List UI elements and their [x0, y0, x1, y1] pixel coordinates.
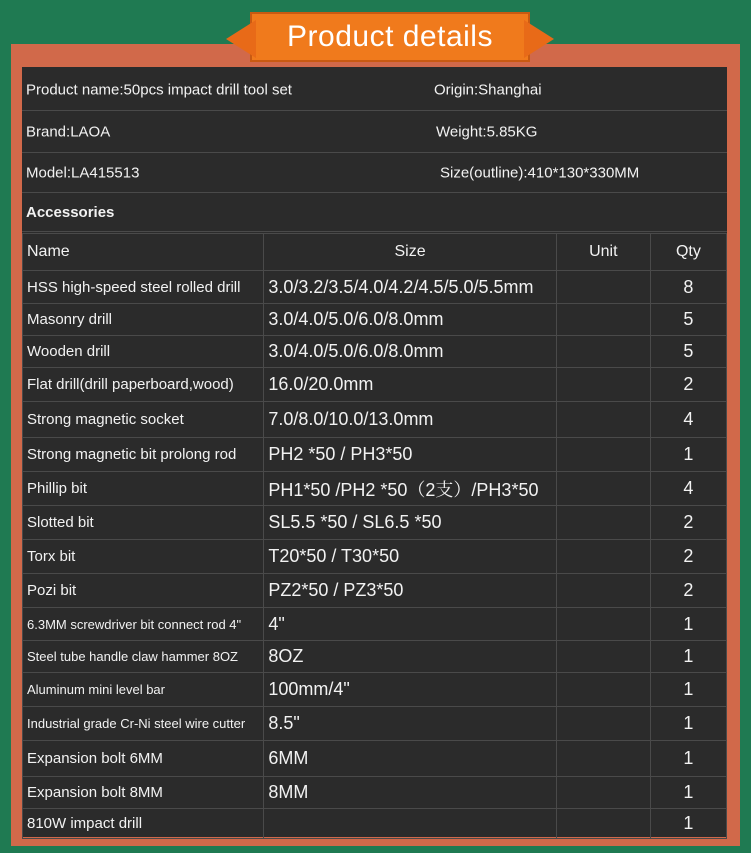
item-unit — [556, 402, 650, 438]
table-row — [23, 608, 727, 641]
item-name: Phillip bit — [23, 472, 264, 506]
item-name: Steel tube handle claw hammer 8OZ — [23, 641, 264, 673]
item-qty: 1 — [650, 673, 726, 707]
table-row — [23, 506, 727, 540]
brand: Brand:LAOA — [26, 123, 111, 140]
item-name: Aluminum mini level bar — [23, 673, 264, 707]
item-size: 3.0/3.2/3.5/4.0/4.2/4.5/5.0/5.5mm — [264, 271, 556, 304]
item-size: 16.0/20.0mm — [264, 368, 556, 402]
item-qty: 8 — [650, 271, 726, 304]
info-row-model-size — [22, 153, 727, 193]
item-name: Wooden drill — [23, 336, 264, 368]
item-name: 810W impact drill — [23, 809, 264, 839]
item-qty: 5 — [650, 336, 726, 368]
item-size: 8MM — [264, 777, 556, 809]
item-unit — [556, 368, 650, 402]
item-unit — [556, 707, 650, 741]
table-row — [23, 673, 727, 707]
item-size: 7.0/8.0/10.0/13.0mm — [264, 402, 556, 438]
item-name: HSS high-speed steel rolled drill — [23, 271, 264, 304]
item-name: Strong magnetic socket — [23, 402, 264, 438]
item-unit — [556, 472, 650, 506]
outline-size: Size(outline):410*130*330MM — [440, 164, 640, 181]
item-name: Industrial grade Cr-Ni steel wire cutter — [23, 707, 264, 741]
header-size: Size — [264, 234, 556, 271]
info-row-name-origin — [22, 69, 727, 111]
item-unit — [556, 540, 650, 574]
table-row — [23, 741, 727, 777]
item-qty: 1 — [650, 641, 726, 673]
item-size: T20*50 / T30*50 — [264, 540, 556, 574]
item-unit — [556, 673, 650, 707]
item-size: 4" — [264, 608, 556, 641]
product-name: Product name:50pcs impact drill tool set — [26, 81, 292, 98]
item-qty: 1 — [650, 707, 726, 741]
table-row — [23, 368, 727, 402]
accessories-label: Accessories — [26, 204, 115, 221]
header-qty: Qty — [650, 234, 726, 271]
item-size: 3.0/4.0/5.0/6.0/8.0mm — [264, 304, 556, 336]
item-qty: 1 — [650, 777, 726, 809]
item-name: 6.3MM screwdriver bit connect rod 4" — [23, 608, 264, 641]
item-unit — [556, 574, 650, 608]
item-name: Pozi bit — [23, 574, 264, 608]
info-row-brand-weight — [22, 111, 727, 153]
item-size: 8OZ — [264, 641, 556, 673]
item-unit — [556, 608, 650, 641]
item-size: 8.5" — [264, 707, 556, 741]
item-name: Strong magnetic bit prolong rod — [23, 438, 264, 472]
table-row — [23, 438, 727, 472]
table-row — [23, 641, 727, 673]
table-row — [23, 402, 727, 438]
item-size: PZ2*50 / PZ3*50 — [264, 574, 556, 608]
item-size: PH2 *50 / PH3*50 — [264, 438, 556, 472]
header-name: Name — [23, 234, 264, 271]
item-size — [264, 809, 556, 839]
table-row — [23, 304, 727, 336]
item-unit — [556, 641, 650, 673]
item-size: PH1*50 /PH2 *50（2支）/PH3*50 — [264, 472, 556, 506]
table-row — [23, 472, 727, 506]
table-row — [23, 707, 727, 741]
title-banner — [250, 12, 530, 62]
header-unit: Unit — [556, 234, 650, 271]
origin: Origin:Shanghai — [434, 81, 542, 98]
item-size: 3.0/4.0/5.0/6.0/8.0mm — [264, 336, 556, 368]
weight: Weight:5.85KG — [436, 123, 538, 140]
table-header-row — [23, 234, 727, 271]
accessories-table — [22, 233, 727, 839]
table-row — [23, 271, 727, 304]
item-unit — [556, 336, 650, 368]
item-qty: 2 — [650, 574, 726, 608]
table-row — [23, 540, 727, 574]
item-unit — [556, 271, 650, 304]
item-size: 6MM — [264, 741, 556, 777]
item-qty: 2 — [650, 506, 726, 540]
item-unit — [556, 438, 650, 472]
item-unit — [556, 506, 650, 540]
item-qty: 1 — [650, 809, 726, 839]
page-title: Product details — [287, 20, 493, 53]
item-size: SL5.5 *50 / SL6.5 *50 — [264, 506, 556, 540]
item-qty: 1 — [650, 438, 726, 472]
item-name: Expansion bolt 8MM — [23, 777, 264, 809]
item-qty: 2 — [650, 368, 726, 402]
table-row — [23, 777, 727, 809]
item-unit — [556, 741, 650, 777]
item-unit — [556, 809, 650, 839]
item-name: Slotted bit — [23, 506, 264, 540]
item-qty: 1 — [650, 741, 726, 777]
table-row — [23, 574, 727, 608]
accessories-heading — [22, 193, 727, 232]
item-size: 100mm/4" — [264, 673, 556, 707]
item-qty: 2 — [650, 540, 726, 574]
item-name: Flat drill(drill paperboard,wood) — [23, 368, 264, 402]
item-qty: 1 — [650, 608, 726, 641]
item-name: Torx bit — [23, 540, 264, 574]
item-qty: 4 — [650, 402, 726, 438]
item-name: Expansion bolt 6MM — [23, 741, 264, 777]
item-qty: 4 — [650, 472, 726, 506]
table-row — [23, 336, 727, 368]
item-unit — [556, 304, 650, 336]
model: Model:LA415513 — [26, 164, 140, 181]
item-unit — [556, 777, 650, 809]
item-name: Masonry drill — [23, 304, 264, 336]
item-qty: 5 — [650, 304, 726, 336]
table-row — [23, 809, 727, 839]
